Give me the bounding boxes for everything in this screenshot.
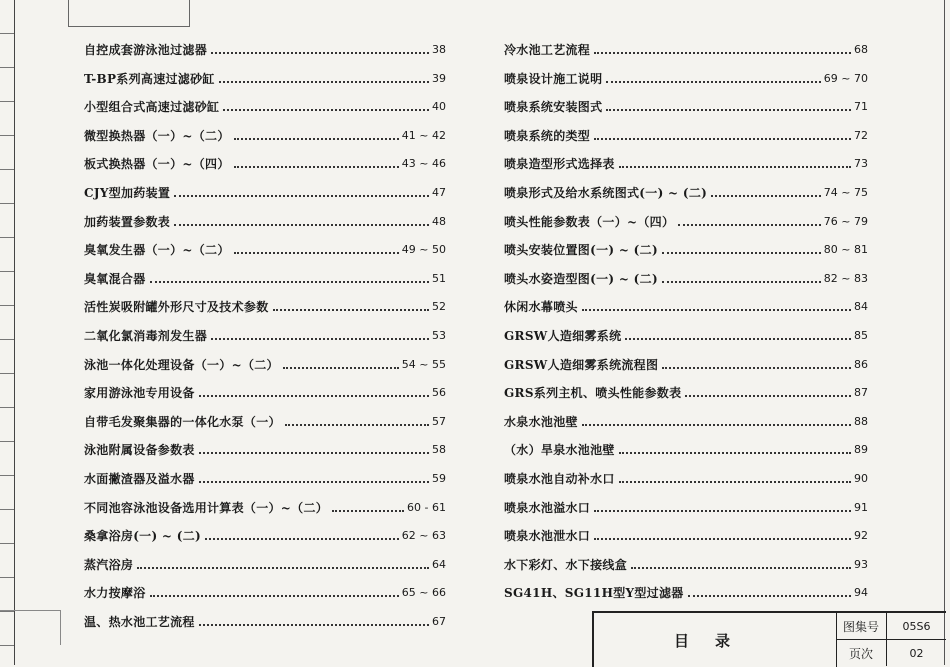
toc-entry-page: 67 [432,614,446,628]
toc-entry[interactable] [84,295,446,315]
toc-entry-page: 64 [432,557,446,571]
dot-leader [606,81,820,83]
toc-entry-title: 微型换热器（一）~（二） [84,128,230,143]
toc-entry-page: 93 [854,557,868,571]
binding-strip [0,0,15,665]
toc-entry[interactable] [504,467,868,487]
toc-entry-title: 喷泉形式及给水系统图式(一) ~ (二) [504,185,708,200]
dot-leader [594,538,851,540]
toc-entry-page: 48 [432,214,446,228]
dot-leader [619,452,851,454]
toc-entry[interactable] [504,496,868,516]
toc-entry-title: T-BP系列高速过滤砂缸 [84,71,215,86]
toc-entry-page: 47 [432,185,446,199]
toc-entry-title: 臭氧混合器 [84,271,146,286]
toc-entry-page: 58 [432,443,446,457]
toc-entry-title: 冷水池工艺流程 [504,43,591,57]
toc-entry-page: 53 [432,328,446,342]
toc-entry-page: 60 - 61 [407,500,446,514]
toc-entry-title: 不同池容泳池设备选用计算表（一）~（二） [84,500,329,515]
toc-entry-page: 68 [854,43,868,56]
toc-entry[interactable] [504,438,868,458]
atlas-number-value: 05S6 [902,619,931,633]
toc-entry-page: 59 [432,471,446,485]
toc-entry-title: 活性炭吸附罐外形尺寸及技术参数 [84,300,269,315]
toc-entry[interactable] [504,553,868,573]
toc-entry[interactable] [84,210,446,230]
toc-entry-page: 84 [854,300,868,314]
toc-entry[interactable] [84,267,446,287]
dot-leader [606,109,851,111]
toc-entry-page: 71 [854,100,868,114]
toc-entry-page: 65 ~ 66 [401,586,446,600]
atlas-number-row [836,613,946,640]
toc-entry[interactable] [84,181,446,201]
dot-leader [199,624,429,626]
toc-entry[interactable] [504,295,868,315]
toc-entry-title: 喷泉水池溢水口 [504,500,591,515]
toc-entry-page: 82 ~ 83 [823,271,868,285]
dot-leader [234,252,399,254]
dot-leader [211,52,429,54]
toc-entry[interactable] [84,95,446,115]
toc-entry[interactable] [84,496,446,516]
toc-entry-title: 温、热水池工艺流程 [84,614,195,629]
toc-entry-page: 94 [854,586,868,600]
toc-entry-page: 76 ~ 79 [823,214,868,228]
toc-entry[interactable] [84,38,446,58]
toc-entry[interactable] [504,38,868,58]
dot-leader [174,224,429,226]
toc-entry[interactable] [84,438,446,458]
toc-entry-title: 喷泉系统安装图式 [504,100,603,115]
toc-entry-title: 泳池一体化处理设备（一）~（二） [84,357,279,372]
toc-entry-title: 水力按摩浴 [84,586,146,601]
toc-entry[interactable] [504,67,868,87]
toc-entry-page: 38 [432,43,446,56]
toc-entry-title: 喷泉设计施工说明 [504,71,603,86]
toc-entry[interactable] [504,210,868,230]
toc-entry-page: 39 [432,71,446,85]
dot-leader [662,252,821,254]
atlas-number-label: 图集号 [836,613,887,639]
toc-entry-title: 喷头性能参数表（一）~（四） [504,214,675,229]
dot-leader [594,52,851,54]
toc-entry-page: 43 ~ 46 [401,157,446,171]
toc-entry-title: 水面撇渣器及溢水器 [84,471,195,486]
toc-entry-title: 水泉水池池壁 [504,414,578,429]
dot-leader [174,195,429,197]
dot-leader [199,395,429,397]
dot-leader [219,81,429,83]
toc-entry-page: 72 [854,128,868,142]
toc-entry[interactable] [84,152,446,172]
toc-entry-page: 62 ~ 63 [401,529,446,543]
toc-entry-title: 水下彩灯、水下接线盒 [504,557,628,572]
dot-leader [685,395,851,397]
dot-leader [594,510,851,512]
dot-leader [582,309,851,311]
dot-leader [150,281,429,283]
dot-leader [150,595,399,597]
toc-entry[interactable] [504,181,868,201]
toc-entry[interactable] [504,124,868,144]
toc-left-column [84,38,446,638]
toc-entry-title: 休闲水幕喷头 [504,300,578,315]
dot-leader [594,138,851,140]
toc-entry[interactable] [504,324,868,344]
toc-entry[interactable] [504,353,868,373]
toc-entry[interactable] [84,581,446,601]
toc-right-column [504,38,868,610]
toc-entry-page: 41 ~ 42 [401,128,446,142]
toc-entry-title: 泳池附属设备参数表 [84,443,195,458]
dot-leader [631,567,851,569]
toc-entry-title: 自控成套游泳池过滤器 [84,43,208,57]
dot-leader [688,595,851,597]
dot-leader [582,424,851,426]
dot-leader [199,481,429,483]
dot-leader [273,309,429,311]
toc-entry[interactable] [504,581,868,601]
dot-leader [285,424,429,426]
toc-entry-title: 蒸汽浴房 [84,557,134,572]
toc-entry[interactable] [84,553,446,573]
toc-entry-page: 69 ~ 70 [823,71,868,85]
toc-entry-title: CJY型加药装置 [84,185,171,200]
toc-entry-title: SG41H、SG11H型Y型过滤器 [504,586,684,601]
toc-entry-title: 加药装置参数表 [84,214,171,229]
toc-entry-title: GRSW人造细雾系统 [504,328,622,343]
toc-entry-page: 87 [854,386,868,400]
dot-leader [211,338,429,340]
toc-entry[interactable] [84,324,446,344]
toc-entry-title: 喷泉水池自动补水口 [504,471,615,486]
page-number-value: 02 [909,646,924,660]
toc-entry-page: 74 ~ 75 [823,185,868,199]
catalog-title: 目录 [594,613,837,667]
toc-entry[interactable] [504,381,868,401]
page-number-row [836,640,946,666]
toc-entry-title: 喷泉系统的类型 [504,128,591,143]
toc-entry[interactable] [84,67,446,87]
toc-entry-page: 86 [854,357,868,371]
dot-leader [619,166,851,168]
toc-entry-title: 二氧化氯消毒剂发生器 [84,328,208,343]
toc-entry-page: 52 [432,300,446,314]
toc-entry-title: GRSW人造细雾系统流程图 [504,357,659,372]
toc-entry[interactable] [504,95,868,115]
toc-entry[interactable] [84,410,446,430]
dot-leader [678,224,821,226]
toc-entry-page: 80 ~ 81 [823,243,868,257]
toc-entry[interactable] [84,610,446,630]
toc-entry-title: 板式换热器（一）~（四） [84,157,230,172]
toc-entry-page: 85 [854,328,868,342]
dot-leader [662,367,851,369]
dot-leader [625,338,851,340]
top-header-stub [68,0,190,27]
dot-leader [137,567,429,569]
toc-entry[interactable] [84,353,446,373]
toc-entry-page: 89 [854,443,868,457]
toc-entry[interactable] [504,152,868,172]
toc-entry-page: 56 [432,386,446,400]
toc-entry[interactable] [84,238,446,258]
toc-entry[interactable] [84,124,446,144]
revision-stamp-box [0,610,61,645]
toc-entry-title: 喷头水姿造型图(一) ~ (二) [504,271,658,286]
dot-leader [711,195,821,197]
toc-entry-page: 51 [432,271,446,285]
toc-entry[interactable] [504,267,868,287]
toc-entry-page: 40 [432,100,446,114]
toc-entry-title: GRS系列主机、喷头性能参数表 [504,386,682,401]
page-number-label: 页次 [836,640,887,666]
dot-leader [332,510,404,512]
dot-leader [619,481,851,483]
toc-entry-title: 家用游泳池专用设备 [84,386,195,401]
toc-entry-page: 92 [854,529,868,543]
dot-leader [199,452,429,454]
toc-entry-title: 喷泉水池泄水口 [504,529,591,544]
dot-leader [205,538,399,540]
toc-entry-page: 54 ~ 55 [401,357,446,371]
dot-leader [662,281,821,283]
toc-entry-page: 49 ~ 50 [401,243,446,257]
toc-entry-title: 小型组合式高速过滤砂缸 [84,100,220,115]
toc-entry-page: 90 [854,471,868,485]
toc-entry-page: 88 [854,414,868,428]
toc-entry[interactable] [504,238,868,258]
toc-entry-title: 臭氧发生器（一）~（二） [84,243,230,258]
title-block [592,611,946,667]
toc-entry-page: 91 [854,500,868,514]
dot-leader [234,138,399,140]
toc-entry[interactable] [84,524,446,544]
toc-entry[interactable] [84,467,446,487]
toc-entry-title: 自带毛发聚集器的一体化水泵（一） [84,414,281,429]
toc-entry-title: 喷头安装位置图(一) ~ (二) [504,243,658,258]
toc-entry-page: 57 [432,414,446,428]
toc-entry-title: 桑拿浴房(一) ~ (二) [84,529,202,544]
toc-entry[interactable] [84,381,446,401]
dot-leader [223,109,429,111]
toc-entry[interactable] [504,524,868,544]
toc-entry-page: 73 [854,157,868,171]
toc-entry-title: 喷泉造型形式选择表 [504,157,615,172]
dot-leader [234,166,399,168]
dot-leader [283,367,399,369]
toc-entry-title: （水）旱泉水池池壁 [504,443,615,458]
toc-entry[interactable] [504,410,868,430]
